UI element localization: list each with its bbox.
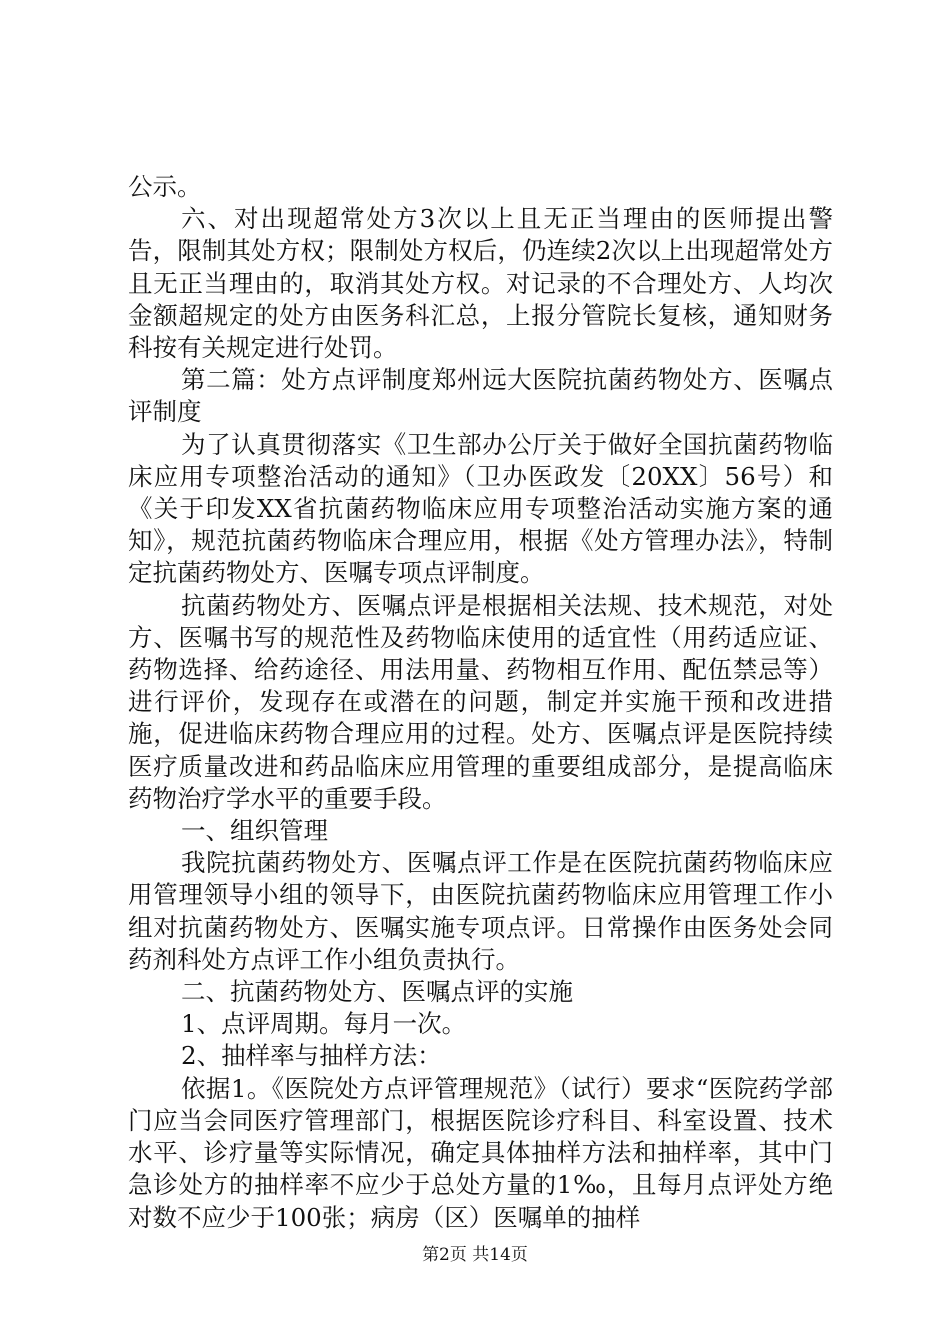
document-body [128, 171, 833, 1234]
page-footer [0, 1240, 950, 1265]
heading-implementation: 二、抗菌药物处方、医嘱点评的实施 [181, 977, 573, 1007]
heading-organization: 一、组织管理 [181, 816, 328, 846]
page-number: 第2页 共14页 [422, 1245, 528, 1265]
paragraph-sampling-basis: 依据1。《医院处方点评管理规范》（试行）要求“医院药学部门应当会同医疗管理部门，根据医院诊疗科目、科室设置、技术水平、诊疗量等实际情况，确定具体抽样方法和抽样率，其中门急诊处方的抽样率不应少于总处方量的1‰，且每月点评处方绝对数不应少于100张；病房（区）医嘱单的抽样 [128, 1073, 833, 1232]
paragraph-definition: 抗菌药物处方、医嘱点评是根据相关法规、技术规范，对处方、医嘱书写的规范性及药物临床使用的适宜性（用药适应证、药物选择、给药途径、用法用量、药物相互作用、配伍禁忌等）进行评价，发现存在或潜在的问题，制定并实施干预和改进措施，促进临床药物合理应用的过程。处方、医嘱点评是医院持续医疗质量改进和药品临床应用管理的重要组成部分，是提高临床药物治疗学水平的重要手段。 [128, 590, 833, 813]
paragraph-organization: 我院抗菌药物处方、医嘱点评工作是在医院抗菌药物临床应用管理领导小组的领导下，由医院抗菌药物临床应用管理工作小组对抗菌药物处方、医嘱实施专项点评。日常操作由医务处会同药剂科处方点评工作小组负责执行。 [128, 848, 833, 974]
paragraph-intro: 为了认真贯彻落实《卫生部办公厅关于做好全国抗菌药物临床应用专项整治活动的通知》（卫办医政发〔20XX〕56号）和《关于印发XX省抗菌药物临床应用专项整治活动实施方案的通知》，规范抗菌药物临床合理应用，根据《处方管理办法》，特制定抗菌药物处方、医嘱专项点评制度。 [128, 429, 833, 588]
section-heading-part-two: 第二篇：处方点评制度郑州远大医院抗菌药物处方、医嘱点评制度 [128, 365, 833, 427]
paragraph-continuation: 公示。 [128, 172, 202, 201]
item-review-cycle: 1、点评周期。每月一次。 [181, 1009, 467, 1039]
item-sampling: 2、抽样率与抽样方法： [181, 1041, 442, 1071]
paragraph-item-six: 六、对出现超常处方3次以上且无正当理由的医师提出警告，限制其处方权；限制处方权后，仍连续2次以上出现超常处方且无正当理由的，取消其处方权。对记录的不合理处方、人均次金额超规定的处方由医务科汇总，上报分管院长复核，通知财务科按有关规定进行处罚。 [128, 204, 833, 363]
